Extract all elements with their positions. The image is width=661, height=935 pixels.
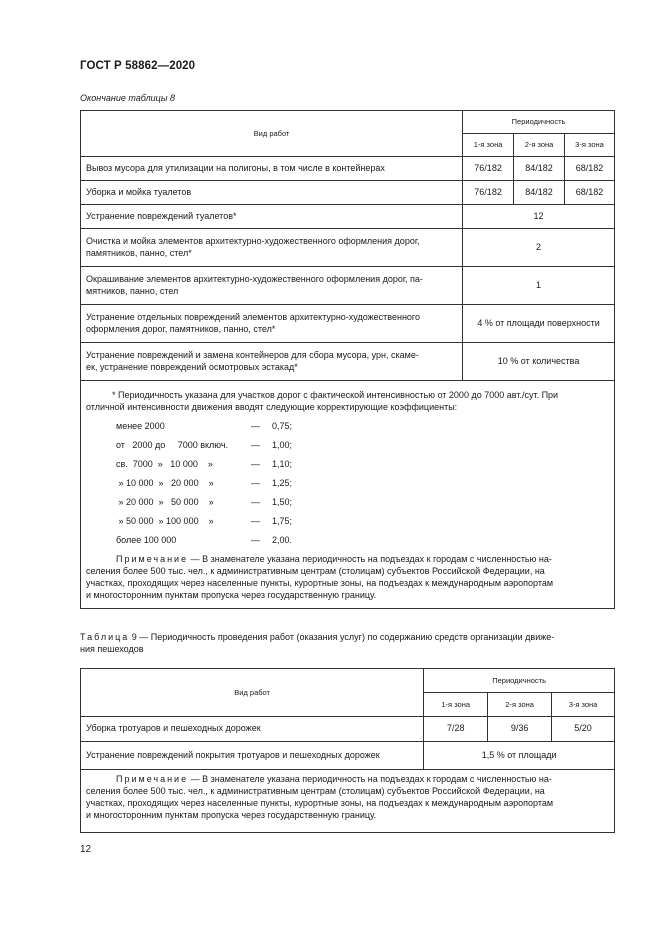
coef-dash: — — [251, 459, 260, 469]
table9-title-label: Таблица — [80, 632, 130, 642]
note-label: Примечание — [116, 774, 189, 784]
coef-value: 1,50; — [272, 497, 293, 507]
note-line: селения более 500 тыс. чел., к административным центрам (столицам) субъектов Российской Федерации, на — [86, 786, 545, 796]
page-number: 12 — [80, 844, 92, 855]
zone2-cell: 84/182 — [514, 157, 565, 181]
zone3-cell: 68/182 — [565, 157, 615, 181]
footnote-line: * Периодичность указана для участков дорог с фактической интенсивностью от 2000 до 7000 авт./сут. При — [112, 390, 559, 400]
coef-range: » 20 000 » 50 000 » — [116, 497, 214, 507]
note-line: участках, проходящих через населенные пункты, курортные зоны, на подъездах к международным аэропортам — [86, 578, 554, 588]
footnote-line: отличной интенсивности движения вводят следующие корректирующие коэффициенты: — [86, 402, 458, 412]
coef-dash: — — [251, 497, 260, 507]
work-cell: Окрашивание элементов архитектурно-художественного оформления дорог, па- мятников, панно, стел — [81, 267, 463, 305]
table9-header-work: Вид работ — [81, 669, 424, 717]
period-cell: 10 % от количества — [463, 343, 615, 381]
table8-header-zone3: 3-я зона — [565, 134, 615, 157]
coef-value: 0,75; — [272, 421, 293, 431]
period-cell: 1,5 % от площади — [424, 742, 615, 770]
note-line: участках, проходящих через населенные пункты, курортные зоны, на подъездах к международным аэропортам — [86, 798, 554, 808]
coef-dash: — — [251, 440, 260, 450]
coef-value: 1,00; — [272, 440, 293, 450]
table-row — [81, 157, 615, 181]
table-row — [81, 742, 615, 770]
table-row — [81, 343, 615, 381]
note-label: Примечание — [116, 554, 189, 564]
period-cell: 1 — [463, 267, 615, 305]
note-line: селения более 500 тыс. чел., к административным центрам (столицам) субъектов Российской Федерации, на — [86, 566, 545, 576]
zone2-cell: 84/182 — [514, 181, 565, 205]
table8-header-work: Вид работ — [81, 111, 463, 157]
note-first-line: Примечание — В знаменателе указана периодичность на подъездах к городам с численностью на- — [116, 554, 552, 564]
work-cell: Устранение повреждений и замена контейнеров для сбора мусора, урн, скаме- ек, устранение повреждений осмотровых эстакад* — [81, 343, 463, 381]
coef-value: 1,25; — [272, 478, 293, 488]
table-row — [81, 267, 615, 305]
table8-header-zone2: 2-я зона — [514, 134, 565, 157]
coef-range: менее 2000 — [116, 421, 165, 431]
coef-dash: — — [251, 516, 260, 526]
table-row — [81, 205, 615, 229]
coef-value: 1,75; — [272, 516, 293, 526]
work-cell: Устранение повреждений туалетов* — [81, 205, 463, 229]
zone3-cell: 68/182 — [565, 181, 615, 205]
work-cell: Устранение повреждений покрытия тротуаров и пешеходных дорожек — [81, 742, 424, 770]
work-cell: Устранение отдельных повреждений элементов архитектурно-художественного оформления дорог, памятников, панно, стел* — [81, 305, 463, 343]
work-cell: Очистка и мойка элементов архитектурно-художественного оформления дорог, памятников, панно, стел* — [81, 229, 463, 267]
table-row — [81, 229, 615, 267]
coef-dash: — — [251, 478, 260, 488]
note-line: и многосторонним пунктам пропуска через государственную границу. — [86, 590, 377, 600]
table9-header-period: Периодичность — [424, 669, 615, 693]
work-cell: Вывоз мусора для утилизации на полигоны, в том числе в контейнерах — [81, 157, 463, 181]
work-cell: Уборка тротуаров и пешеходных дорожек — [81, 717, 424, 742]
table-row — [81, 305, 615, 343]
document-title: ГОСТ Р 58862—2020 — [80, 60, 196, 72]
table9-header-zone3: 3-я зона — [552, 693, 615, 717]
table9-header-zone1: 1-я зона — [424, 693, 488, 717]
coef-range: » 10 000 » 20 000 » — [116, 478, 214, 488]
table8-header-zone1: 1-я зона — [463, 134, 514, 157]
table8-header-period: Периодичность — [463, 111, 615, 134]
coef-range: » 50 000 » 100 000 » — [116, 516, 214, 526]
coef-value: 1,10; — [272, 459, 293, 469]
zone3-cell: 5/20 — [552, 717, 615, 742]
coef-dash: — — [251, 535, 260, 545]
zone1-cell: 7/28 — [424, 717, 488, 742]
table-row — [81, 717, 615, 742]
zone1-cell: 76/182 — [463, 157, 514, 181]
coef-dash: — — [251, 421, 260, 431]
table9-title: Таблица 9 — Периодичность проведения работ (оказания услуг) по содержанию средств организации движе- ния пешеходов — [80, 632, 555, 654]
period-cell: 4 % от площади поверхности — [463, 305, 615, 343]
table8-caption: Окончание таблицы 8 — [80, 93, 175, 103]
table9-header-zone2: 2-я зона — [488, 693, 552, 717]
zone2-cell: 9/36 — [488, 717, 552, 742]
note-line: и многосторонним пунктам пропуска через государственную границу. — [86, 810, 377, 820]
coef-range: св. 7000 » 10 000 » — [116, 459, 213, 469]
period-cell: 2 — [463, 229, 615, 267]
coef-range: более 100 000 — [116, 535, 177, 545]
zone1-cell: 76/182 — [463, 181, 514, 205]
work-cell: Уборка и мойка туалетов — [81, 181, 463, 205]
coef-value: 2,00. — [272, 535, 293, 545]
period-cell: 12 — [463, 205, 615, 229]
coef-range: от 2000 до 7000 включ. — [116, 440, 229, 450]
note-first-line: Примечание — В знаменателе указана периодичность на подъездах к городам с численностью на- — [116, 774, 552, 784]
table-row — [81, 181, 615, 205]
